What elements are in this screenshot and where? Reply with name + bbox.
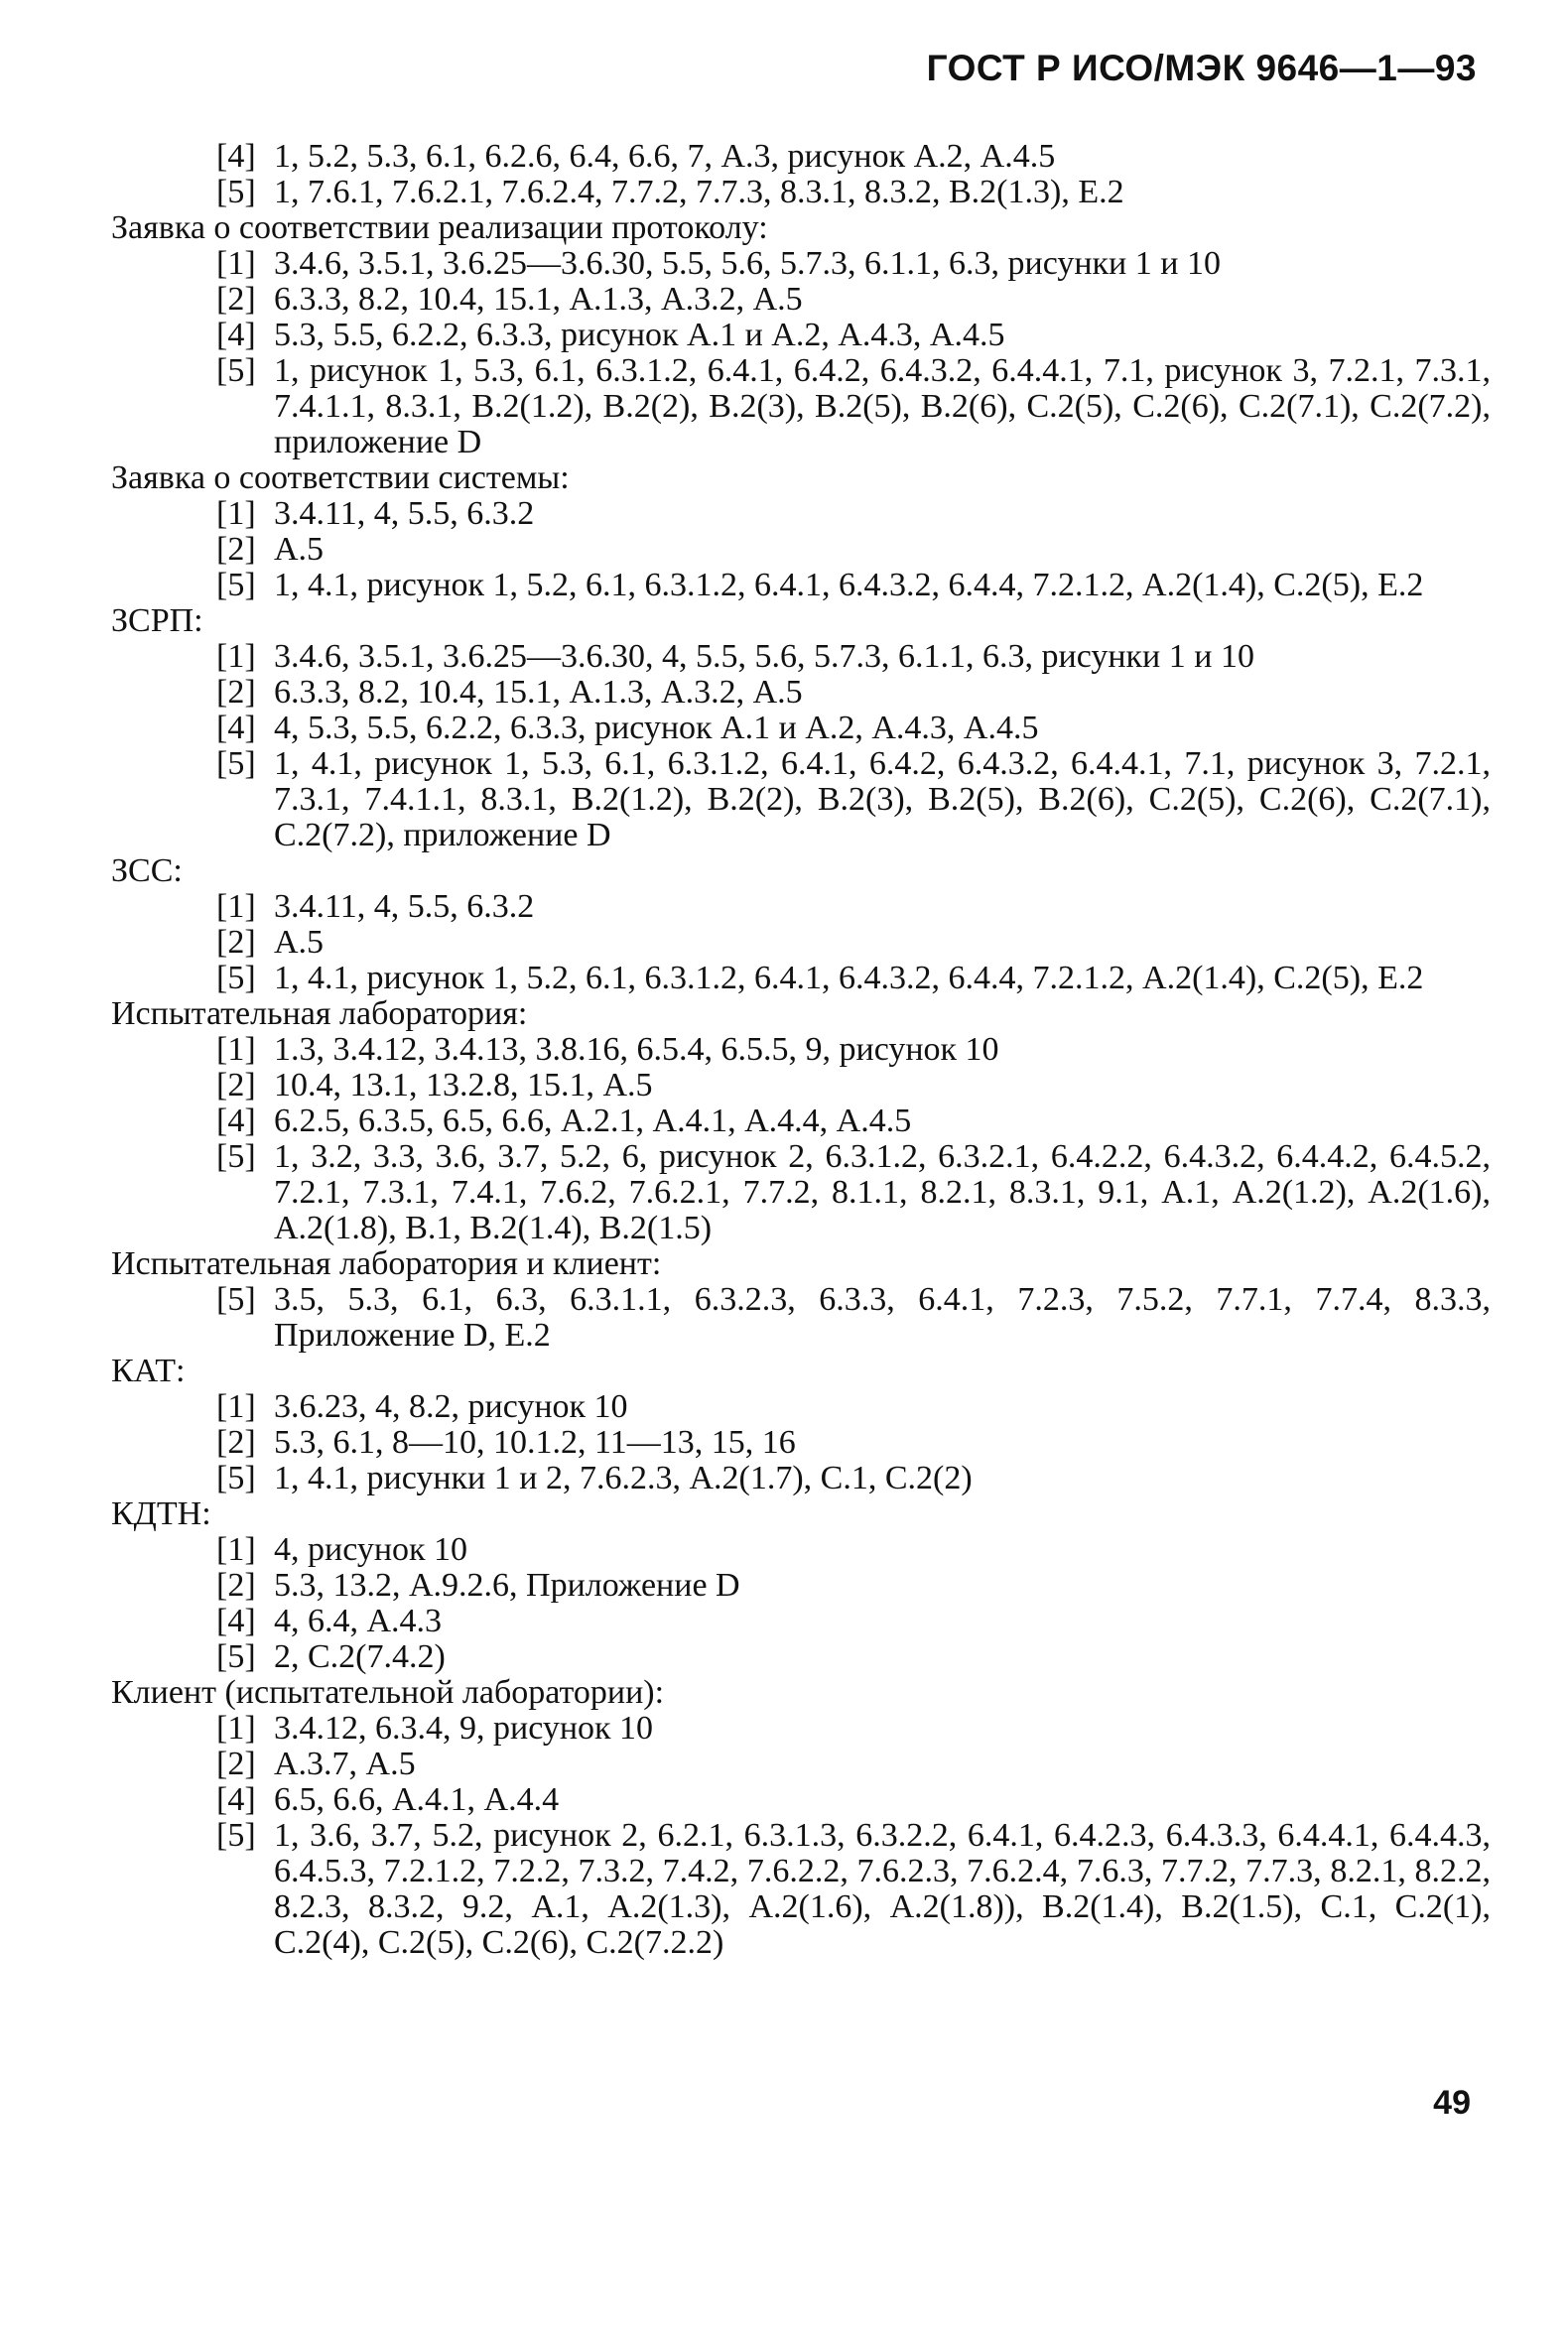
reference-text: 1, 4.1, рисунки 1 и 2, 7.6.2.3, А.2(1.7), С.1, С.2(2) bbox=[274, 1460, 973, 1496]
reference-text: 1, 4.1, рисунок 1, 5.3, 6.1, 6.3.1.2, 6.4.1, 6.4.2, 6.4.3.2, 6.4.4.1, 7.1, рисунок 3, 7.2.1, 7.3.1, 7.4.1.1, 8.3.1, В.2(1.2), В.2(2), В.2(3), В.2(5), В.2(6), С.2(5), С.2(6), С.2(7.1), С.2(7.2), приложение D bbox=[274, 745, 1491, 853]
reference-text: 3.4.11, 4, 5.5, 6.3.2 bbox=[274, 495, 535, 532]
index-entry bbox=[111, 1246, 1491, 1354]
index-entry bbox=[111, 460, 1491, 603]
reference-line bbox=[216, 1818, 1491, 1961]
reference-text: 1, 4.1, рисунок 1, 5.2, 6.1, 6.3.1.2, 6.4.1, 6.4.3.2, 6.4.4, 7.2.1.2, А.2(1.4), С.2(5), Е.2 bbox=[274, 567, 1424, 603]
reference-line bbox=[216, 175, 1491, 210]
reference-number: [1] bbox=[216, 1710, 256, 1747]
index-term: ЗСС: bbox=[111, 852, 183, 889]
reference-number: [4] bbox=[216, 317, 256, 353]
preceding-references bbox=[216, 139, 1491, 210]
reference-line bbox=[216, 1068, 1491, 1103]
reference-line bbox=[216, 1747, 1491, 1782]
reference-text: 10.4, 13.1, 13.2.8, 15.1, А.5 bbox=[274, 1067, 653, 1103]
index-term: Заявка о соответствии системы: bbox=[111, 459, 570, 496]
reference-number: [1] bbox=[216, 1388, 256, 1425]
reference-text: 2, С.2(7.4.2) bbox=[274, 1638, 446, 1675]
reference-number: [5] bbox=[216, 567, 256, 603]
reference-number: [2] bbox=[216, 924, 256, 961]
reference-number: [5] bbox=[216, 174, 256, 210]
reference-text: 5.3, 13.2, А.9.2.6, Приложение D bbox=[274, 1567, 740, 1604]
page-number: 49 bbox=[1433, 2084, 1471, 2122]
reference-number: [4] bbox=[216, 1781, 256, 1818]
index-entries bbox=[111, 210, 1491, 1961]
reference-text: 6.3.3, 8.2, 10.4, 15.1, А.1.3, А.3.2, А.5 bbox=[274, 674, 803, 711]
reference-line bbox=[216, 889, 1491, 925]
reference-text: 6.5, 6.6, А.4.1, А.4.4 bbox=[274, 1781, 560, 1818]
index-entry bbox=[111, 1496, 1491, 1675]
reference-line bbox=[216, 1389, 1491, 1425]
reference-number: [2] bbox=[216, 1424, 256, 1461]
reference-number: [5] bbox=[216, 1638, 256, 1675]
reference-number: [4] bbox=[216, 1103, 256, 1139]
reference-text: 1, 3.2, 3.3, 3.6, 3.7, 5.2, 6, рисунок 2, 6.3.1.2, 6.3.2.1, 6.4.2.2, 6.4.3.2, 6.4.4.2, 6.4.5.2, 7.2.1, 7.3.1, 7.4.1, 7.6.2, 7.6.2.1, 7.7.2, 8.1.1, 8.2.1, 8.3.1, 9.1, А.1, А.2(1.2), А.2(1.6), А.2(1.8), В.1, В.2(1.4), В.2(1.5) bbox=[274, 1138, 1491, 1246]
reference-line bbox=[216, 1425, 1491, 1461]
index-entry bbox=[111, 853, 1491, 996]
reference-line bbox=[216, 1782, 1491, 1818]
index-entry bbox=[111, 603, 1491, 853]
reference-list bbox=[216, 1711, 1491, 1961]
reference-line bbox=[216, 1139, 1491, 1246]
reference-number: [2] bbox=[216, 674, 256, 711]
reference-text: 1, 4.1, рисунок 1, 5.2, 6.1, 6.3.1.2, 6.4.1, 6.4.3.2, 6.4.4, 7.2.1.2, А.2(1.4), С.2(5), Е.2 bbox=[274, 960, 1424, 996]
reference-text: 3.4.6, 3.5.1, 3.6.25—3.6.30, 5.5, 5.6, 5.7.3, 6.1.1, 6.3, рисунки 1 и 10 bbox=[274, 245, 1221, 282]
reference-number: [1] bbox=[216, 1531, 256, 1568]
reference-list bbox=[216, 1032, 1491, 1246]
index-entry bbox=[111, 1675, 1491, 1961]
reference-line bbox=[216, 1568, 1491, 1604]
reference-text: 5.3, 6.1, 8—10, 10.1.2, 11—13, 15, 16 bbox=[274, 1424, 796, 1461]
reference-list bbox=[216, 1532, 1491, 1675]
reference-text: 3.4.11, 4, 5.5, 6.3.2 bbox=[274, 888, 535, 925]
reference-number: [1] bbox=[216, 638, 256, 675]
reference-text: 4, 5.3, 5.5, 6.2.2, 6.3.3, рисунок А.1 и А.2, А.4.3, А.4.5 bbox=[274, 710, 1039, 746]
index-term: Испытательная лаборатория: bbox=[111, 995, 528, 1032]
reference-text: 1.3, 3.4.12, 3.4.13, 3.8.16, 6.5.4, 6.5.5, 9, рисунок 10 bbox=[274, 1031, 999, 1068]
reference-line bbox=[216, 568, 1491, 603]
reference-line bbox=[216, 353, 1491, 460]
reference-number: [2] bbox=[216, 1746, 256, 1782]
reference-list bbox=[216, 1389, 1491, 1496]
reference-number: [5] bbox=[216, 745, 256, 782]
reference-text: 4, рисунок 10 bbox=[274, 1531, 468, 1568]
reference-number: [5] bbox=[216, 960, 256, 996]
reference-line bbox=[216, 1604, 1491, 1639]
reference-number: [1] bbox=[216, 495, 256, 532]
reference-list bbox=[216, 496, 1491, 603]
reference-number: [5] bbox=[216, 1817, 256, 1854]
reference-text: 6.3.3, 8.2, 10.4, 15.1, А.1.3, А.3.2, А.5 bbox=[274, 281, 803, 318]
index-entry bbox=[111, 996, 1491, 1246]
index-entry bbox=[111, 210, 1491, 460]
index-term: Испытательная лаборатория и клиент: bbox=[111, 1245, 662, 1282]
reference-text: 3.4.12, 6.3.4, 9, рисунок 10 bbox=[274, 1710, 654, 1747]
reference-number: [1] bbox=[216, 888, 256, 925]
reference-number: [4] bbox=[216, 710, 256, 746]
reference-list bbox=[216, 639, 1491, 853]
reference-text: 3.6.23, 4, 8.2, рисунок 10 bbox=[274, 1388, 628, 1425]
reference-line bbox=[216, 1282, 1491, 1354]
reference-number: [5] bbox=[216, 352, 256, 389]
reference-list bbox=[216, 889, 1491, 996]
index-term: Заявка о соответствии реализации протоколу: bbox=[111, 209, 768, 246]
reference-number: [4] bbox=[216, 1603, 256, 1639]
reference-line bbox=[216, 639, 1491, 675]
reference-number: [5] bbox=[216, 1281, 256, 1318]
reference-text: 3.5, 5.3, 6.1, 6.3, 6.3.1.1, 6.3.2.3, 6.3.3, 6.4.1, 7.2.3, 7.5.2, 7.7.1, 7.7.4, 8.3.3, Приложение D, Е.2 bbox=[274, 1281, 1491, 1354]
index-term: Клиент (испытательной лаборатории): bbox=[111, 1674, 665, 1711]
reference-number: [5] bbox=[216, 1138, 256, 1175]
reference-line bbox=[216, 1639, 1491, 1675]
reference-text: 5.3, 5.5, 6.2.2, 6.3.3, рисунок А.1 и А.2, А.4.3, А.4.5 bbox=[274, 317, 1005, 353]
reference-line bbox=[216, 1103, 1491, 1139]
reference-line bbox=[216, 1461, 1491, 1496]
reference-number: [2] bbox=[216, 281, 256, 318]
reference-number: [4] bbox=[216, 138, 256, 175]
reference-line bbox=[216, 711, 1491, 746]
reference-list bbox=[216, 1282, 1491, 1354]
index-entry bbox=[111, 1354, 1491, 1496]
index-term: ЗСРП: bbox=[111, 602, 203, 639]
reference-list bbox=[216, 246, 1491, 460]
reference-text: 1, 5.2, 5.3, 6.1, 6.2.6, 6.4, 6.6, 7, А.3, рисунок А.2, А.4.5 bbox=[274, 138, 1056, 175]
reference-line bbox=[216, 282, 1491, 318]
reference-line bbox=[216, 925, 1491, 961]
reference-text: 1, 3.6, 3.7, 5.2, рисунок 2, 6.2.1, 6.3.1.3, 6.3.2.2, 6.4.1, 6.4.2.3, 6.4.3.3, 6.4.4.1, 6.4.4.3, 6.4.5.3, 7.2.1.2, 7.2.2, 7.3.2, 7.4.2, 7.6.2.2, 7.6.2.3, 7.6.2.4, 7.6.3, 7.7.2, 7.7.3, 8.2.1, 8.2.2, 8.2.3, 8.3.2, 9.2, А.1, А.2(1.3), А.2(1.6), А.2(1.8)), В.2(1.4), В.2(1.5), С.1, С.2(1), С.2(4), С.2(5), С.2(6), С.2(7.2.2) bbox=[274, 1817, 1491, 1961]
reference-line bbox=[216, 532, 1491, 568]
reference-line bbox=[216, 318, 1491, 353]
reference-number: [2] bbox=[216, 1067, 256, 1103]
page-header-title: ГОСТ Р ИСО/МЭК 9646—1—93 bbox=[926, 48, 1477, 88]
reference-line bbox=[216, 746, 1491, 853]
reference-line bbox=[216, 961, 1491, 996]
reference-number: [2] bbox=[216, 531, 256, 568]
reference-number: [1] bbox=[216, 245, 256, 282]
reference-text: 4, 6.4, А.4.3 bbox=[274, 1603, 443, 1639]
reference-line bbox=[216, 246, 1491, 282]
index-term: КДТН: bbox=[111, 1495, 211, 1532]
reference-line bbox=[216, 675, 1491, 711]
reference-number: [5] bbox=[216, 1460, 256, 1496]
reference-number: [2] bbox=[216, 1567, 256, 1604]
reference-text: А.5 bbox=[274, 924, 325, 961]
reference-text: 1, 7.6.1, 7.6.2.1, 7.6.2.4, 7.7.2, 7.7.3, 8.3.1, 8.3.2, В.2(1.3), Е.2 bbox=[274, 174, 1124, 210]
reference-text: А.5 bbox=[274, 531, 325, 568]
reference-line bbox=[216, 1032, 1491, 1068]
reference-line bbox=[216, 139, 1491, 175]
reference-text: 6.2.5, 6.3.5, 6.5, 6.6, А.2.1, А.4.1, А.4.4, А.4.5 bbox=[274, 1103, 912, 1139]
reference-text: А.3.7, А.5 bbox=[274, 1746, 416, 1782]
reference-line bbox=[216, 1711, 1491, 1747]
reference-text: 3.4.6, 3.5.1, 3.6.25—3.6.30, 4, 5.5, 5.6, 5.7.3, 6.1.1, 6.3, рисунки 1 и 10 bbox=[274, 638, 1254, 675]
reference-text: 1, рисунок 1, 5.3, 6.1, 6.3.1.2, 6.4.1, 6.4.2, 6.4.3.2, 6.4.4.1, 7.1, рисунок 3, 7.2.1, 7.3.1, 7.4.1.1, 8.3.1, В.2(1.2), В.2(2), В.2(3), В.2(5), В.2(6), С.2(5), С.2(6), С.2(7.1), С.2(7.2), приложение D bbox=[274, 352, 1491, 460]
index-content bbox=[111, 139, 1491, 1961]
reference-line bbox=[216, 1532, 1491, 1568]
index-term: КАТ: bbox=[111, 1353, 186, 1389]
reference-number: [1] bbox=[216, 1031, 256, 1068]
reference-line bbox=[216, 496, 1491, 532]
